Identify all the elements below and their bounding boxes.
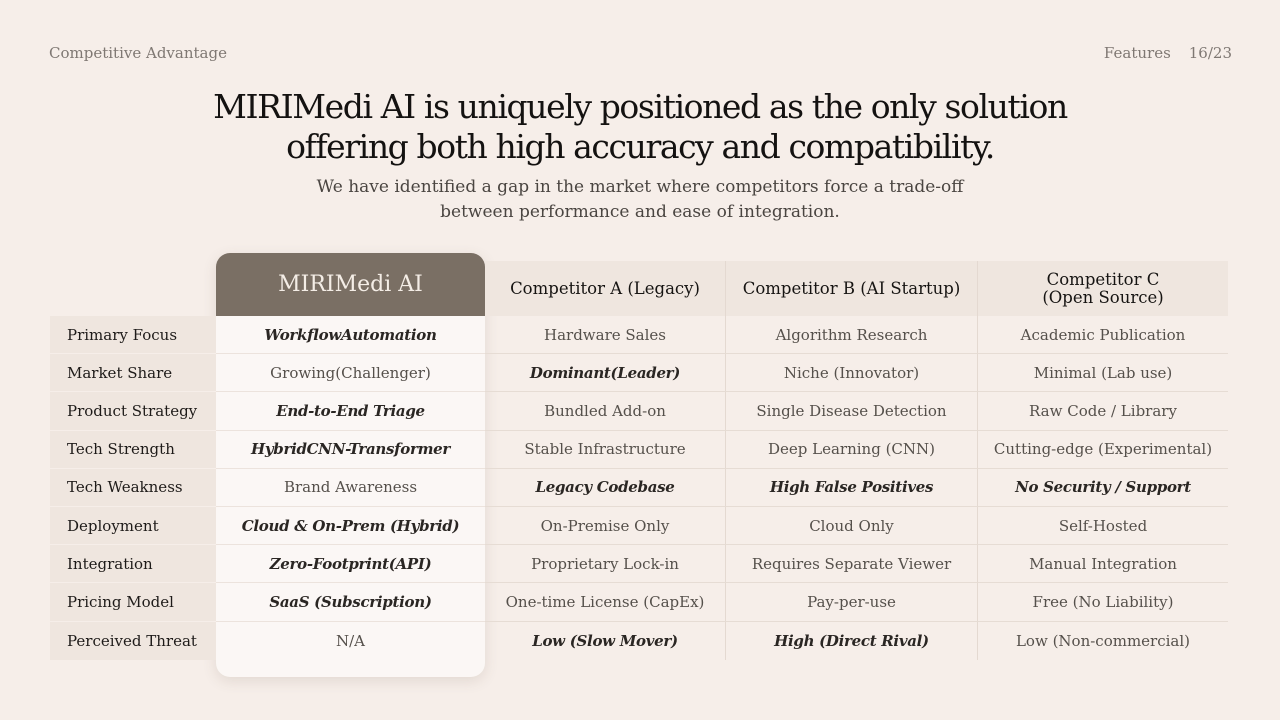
table-row xyxy=(50,469,1228,507)
table-row xyxy=(50,545,1228,583)
row-label: Integration xyxy=(50,545,216,583)
column-header-mirimedi xyxy=(216,253,485,316)
table-row xyxy=(50,431,1228,469)
table-cell: WorkflowAutomation xyxy=(216,316,485,354)
slide-subtitle xyxy=(0,175,1280,225)
row-label: Tech Weakness xyxy=(50,469,216,507)
column-header-competitor-c xyxy=(978,261,1228,316)
table-cell: Bundled Add-on xyxy=(485,392,726,430)
table-cell: Low (Non-commercial) xyxy=(1015,631,1191,650)
table-cell: No Security / Support xyxy=(978,469,1228,507)
table-cell: Minimal (Lab use) xyxy=(978,354,1228,392)
table-cell: High (Direct Rival) xyxy=(726,622,978,660)
table-row xyxy=(50,622,1228,660)
table-cell: High False Positives xyxy=(726,469,978,507)
table-cell: Cloud & On-Prem (Hybrid) xyxy=(216,507,485,545)
table-row xyxy=(50,583,1228,621)
row-label: Deployment xyxy=(50,507,216,545)
topic-label: Features xyxy=(1103,44,1171,62)
table-row xyxy=(50,354,1228,392)
title-line-1: MIRIMedi AI is uniquely positioned as the only solution xyxy=(213,87,1067,126)
table-cell: Low (Slow Mover) xyxy=(485,622,726,660)
column-header-label: MIRIMedi AI xyxy=(278,272,423,297)
table-cell: Self-Hosted xyxy=(978,507,1228,545)
row-label: Primary Focus xyxy=(50,316,216,354)
table-cell: Niche (Innovator) xyxy=(726,354,978,392)
title-line-2: offering both high accuracy and compatibility. xyxy=(286,127,994,166)
table-cell: Deep Learning (CNN) xyxy=(726,431,978,469)
table-cell: HybridCNN-Transformer xyxy=(216,431,485,469)
table-cell: Academic Publication xyxy=(978,316,1228,354)
table-cell: Free (No Liability) xyxy=(978,583,1228,621)
subtitle-line-2: between performance and ease of integration. xyxy=(440,202,840,222)
row-label: Tech Strength xyxy=(50,431,216,469)
table-cell: Manual Integration xyxy=(978,545,1228,583)
column-header-label: Competitor B (AI Startup) xyxy=(742,278,961,298)
column-header-competitor-a xyxy=(485,261,726,316)
section-label: Competitive Advantage xyxy=(49,44,227,62)
table-cell: Zero-Footprint(API) xyxy=(216,545,485,583)
table-row xyxy=(50,316,1228,354)
table-cell: SaaS (Subscription) xyxy=(216,583,485,621)
row-label: Market Share xyxy=(50,354,216,392)
row-label: Pricing Model xyxy=(50,583,216,621)
table-cell: Stable Infrastructure xyxy=(485,431,726,469)
row-label: Perceived Threat xyxy=(50,622,216,660)
table-body xyxy=(50,316,1228,660)
column-header-label: Competitor A (Legacy) xyxy=(510,278,700,298)
row-label: Product Strategy xyxy=(50,392,216,430)
column-header-label: Competitor C xyxy=(1046,269,1160,289)
subtitle-line-1: We have identified a gap in the market where competitors force a trade-off xyxy=(316,177,964,197)
table-cell: Dominant(Leader) xyxy=(485,354,726,392)
table-cell: Algorithm Research xyxy=(726,316,978,354)
table-cell: End-to-End Triage xyxy=(216,392,485,430)
table-cell: Single Disease Detection xyxy=(726,392,978,430)
table-cell: Pay-per-use xyxy=(726,583,978,621)
column-header-label-sub: (Open Source) xyxy=(1042,287,1164,307)
table-cell: On-Premise Only xyxy=(485,507,726,545)
page-indicator xyxy=(1104,44,1232,62)
table-cell: Cutting-edge (Experimental) xyxy=(978,431,1228,469)
table-row xyxy=(50,392,1228,430)
table-cell: Proprietary Lock-in xyxy=(485,545,726,583)
table-cell: Raw Code / Library xyxy=(978,392,1228,430)
table-row xyxy=(50,507,1228,545)
table-cell: Requires Separate Viewer xyxy=(726,545,978,583)
table-cell: N/A xyxy=(335,631,365,650)
table-cell: Hardware Sales xyxy=(485,316,726,354)
column-header-competitor-b xyxy=(726,261,978,316)
table-cell: One-time License (CapEx) xyxy=(485,583,726,621)
table-cell: Brand Awareness xyxy=(216,469,485,507)
table-cell: Cloud Only xyxy=(726,507,978,545)
slide-title xyxy=(0,87,1280,167)
table-cell: Growing(Challenger) xyxy=(216,354,485,392)
table-cell: Legacy Codebase xyxy=(485,469,726,507)
page-number: 16/23 xyxy=(1188,44,1232,62)
